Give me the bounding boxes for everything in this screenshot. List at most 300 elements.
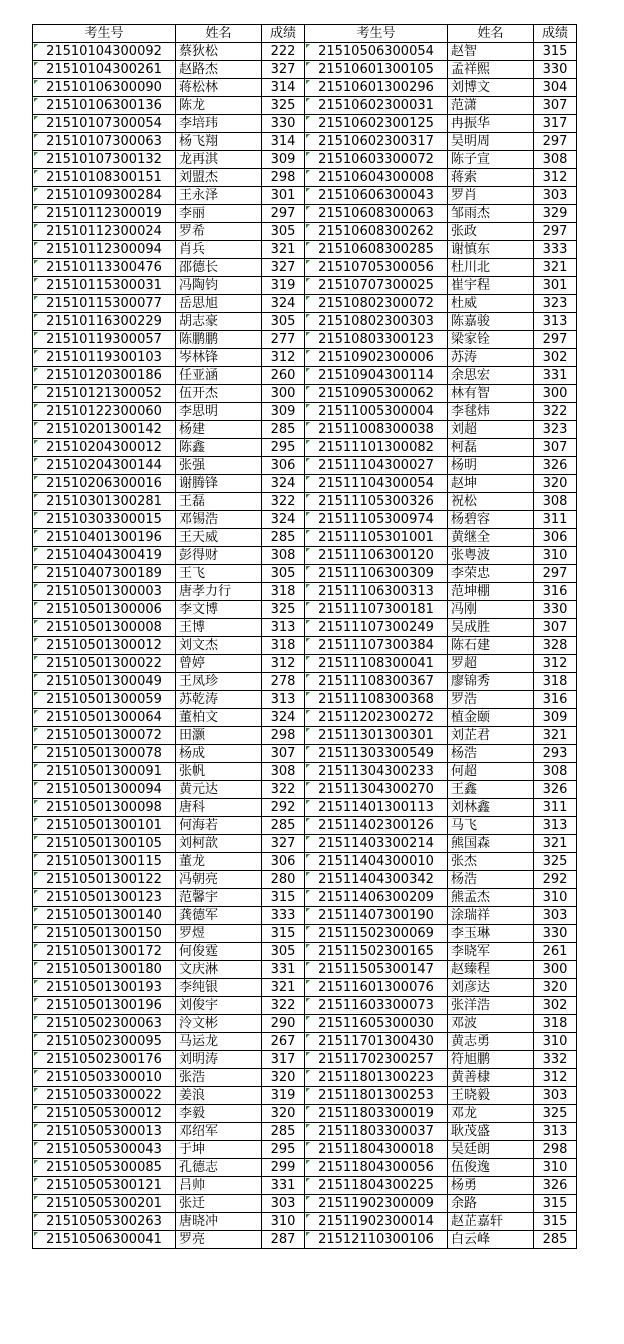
cell-exam-id: 21510608300285 (305, 241, 448, 259)
table-row (33, 817, 577, 835)
cell-name: 蒋索 (448, 169, 534, 187)
table-row (33, 799, 577, 817)
cell-name: 邓绍军 (176, 1123, 262, 1141)
cell-score: 327 (262, 835, 305, 853)
cell-name: 植金颐 (448, 709, 534, 727)
cell-exam-id: 21510104300261 (33, 61, 176, 79)
cell-score: 331 (262, 1177, 305, 1195)
cell-name: 伍开杰 (176, 385, 262, 403)
table-row (33, 889, 577, 907)
cell-name: 泠文彬 (176, 1015, 262, 1033)
cell-name: 吴明周 (448, 133, 534, 151)
cell-exam-id: 21511008300038 (305, 421, 448, 439)
cell-exam-id: 21511303300549 (305, 745, 448, 763)
table-row (33, 331, 577, 349)
cell-name: 熊孟杰 (448, 889, 534, 907)
cell-exam-id: 21510106300136 (33, 97, 176, 115)
cell-exam-id: 21510501300172 (33, 943, 176, 961)
table-row (33, 493, 577, 511)
cell-score: 322 (262, 493, 305, 511)
table-row (33, 1231, 577, 1249)
cell-exam-id: 21510606300043 (305, 187, 448, 205)
cell-score: 280 (262, 871, 305, 889)
table-row (33, 349, 577, 367)
cell-exam-id: 21511603300073 (305, 997, 448, 1015)
table-row (33, 745, 577, 763)
table-row (33, 961, 577, 979)
cell-exam-id: 21510206300016 (33, 475, 176, 493)
cell-score: 303 (262, 1195, 305, 1213)
table-row (33, 1159, 577, 1177)
cell-name: 刘明涛 (176, 1051, 262, 1069)
cell-name: 谢腾锋 (176, 475, 262, 493)
cell-name: 唐晓冲 (176, 1213, 262, 1231)
cell-name: 刘芷君 (448, 727, 534, 745)
table-row (33, 637, 577, 655)
cell-name: 邵德长 (176, 259, 262, 277)
cell-exam-id: 21510119300057 (33, 331, 176, 349)
cell-exam-id: 21510603300072 (305, 151, 448, 169)
cell-score: 332 (534, 1051, 577, 1069)
cell-exam-id: 21510503300010 (33, 1069, 176, 1087)
cell-exam-id: 21511101300082 (305, 439, 448, 457)
cell-name: 陈子宣 (448, 151, 534, 169)
cell-exam-id: 21511301300301 (305, 727, 448, 745)
cell-exam-id: 21511105300974 (305, 511, 448, 529)
table-row (33, 475, 577, 493)
cell-score: 287 (262, 1231, 305, 1249)
cell-score: 320 (534, 979, 577, 997)
table-row (33, 1033, 577, 1051)
cell-name: 马运龙 (176, 1033, 262, 1051)
cell-name: 董柏文 (176, 709, 262, 727)
cell-score: 311 (534, 799, 577, 817)
cell-score: 330 (534, 61, 577, 79)
cell-exam-id: 21511403300214 (305, 835, 448, 853)
cell-exam-id: 21510505300263 (33, 1213, 176, 1231)
cell-name: 涂瑞祥 (448, 907, 534, 925)
cell-name: 杨碧容 (448, 511, 534, 529)
cell-score: 308 (534, 151, 577, 169)
cell-exam-id: 21510602300317 (305, 133, 448, 151)
cell-exam-id: 21510501300091 (33, 763, 176, 781)
cell-exam-id: 21510115300077 (33, 295, 176, 313)
cell-exam-id: 21511005300004 (305, 403, 448, 421)
cell-score: 315 (534, 1195, 577, 1213)
cell-name: 林有智 (448, 385, 534, 403)
table-body (33, 43, 577, 1249)
cell-exam-id: 21510501300022 (33, 655, 176, 673)
cell-exam-id: 21510501300150 (33, 925, 176, 943)
cell-exam-id: 21511406300209 (305, 889, 448, 907)
cell-name: 赵芷嘉轩 (448, 1213, 534, 1231)
cell-score: 330 (262, 115, 305, 133)
cell-score: 321 (262, 979, 305, 997)
cell-score: 318 (262, 583, 305, 601)
cell-name: 王博 (176, 619, 262, 637)
cell-score: 293 (534, 745, 577, 763)
cell-name: 龚德军 (176, 907, 262, 925)
cell-exam-id: 21510501300193 (33, 979, 176, 997)
cell-score: 333 (534, 241, 577, 259)
cell-exam-id: 21510705300056 (305, 259, 448, 277)
table-row (33, 727, 577, 745)
cell-exam-id: 21510501300059 (33, 691, 176, 709)
cell-name: 李毅 (176, 1105, 262, 1123)
cell-score: 313 (262, 619, 305, 637)
cell-name: 王鑫 (448, 781, 534, 799)
cell-exam-id: 21510802300072 (305, 295, 448, 313)
cell-score: 298 (534, 1141, 577, 1159)
cell-name: 张粤波 (448, 547, 534, 565)
cell-exam-id: 21510501300140 (33, 907, 176, 925)
cell-score: 321 (534, 835, 577, 853)
cell-score: 307 (534, 439, 577, 457)
cell-score: 307 (534, 619, 577, 637)
cell-name: 罗超 (448, 655, 534, 673)
cell-exam-id: 21511105301001 (305, 529, 448, 547)
cell-score: 311 (534, 511, 577, 529)
cell-exam-id: 21510116300229 (33, 313, 176, 331)
cell-score: 321 (534, 727, 577, 745)
cell-score: 327 (262, 61, 305, 79)
cell-exam-id: 21511108300041 (305, 655, 448, 673)
cell-exam-id: 21510113300476 (33, 259, 176, 277)
table-row (33, 691, 577, 709)
table-row (33, 241, 577, 259)
cell-exam-id: 21510404300419 (33, 547, 176, 565)
table-row (33, 151, 577, 169)
cell-name: 黄继全 (448, 529, 534, 547)
cell-score: 330 (534, 601, 577, 619)
cell-score: 301 (262, 187, 305, 205)
cell-name: 王飞 (176, 565, 262, 583)
cell-exam-id: 21510505300012 (33, 1105, 176, 1123)
cell-score: 318 (534, 1015, 577, 1033)
cell-exam-id: 21510707300025 (305, 277, 448, 295)
cell-exam-id: 21510204300144 (33, 457, 176, 475)
cell-name: 范馨宇 (176, 889, 262, 907)
cell-score: 285 (262, 817, 305, 835)
cell-name: 杜威 (448, 295, 534, 313)
cell-score: 306 (534, 529, 577, 547)
cell-exam-id: 21510107300063 (33, 133, 176, 151)
cell-exam-id: 21510503300022 (33, 1087, 176, 1105)
cell-score: 297 (534, 133, 577, 151)
cell-exam-id: 21510501300094 (33, 781, 176, 799)
header-score-left: 成绩 (262, 25, 305, 43)
cell-exam-id: 21510501300180 (33, 961, 176, 979)
cell-exam-id: 21511902300009 (305, 1195, 448, 1213)
cell-score: 309 (262, 403, 305, 421)
table-row (33, 781, 577, 799)
cell-name: 祝松 (448, 493, 534, 511)
cell-name: 黄志勇 (448, 1033, 534, 1051)
table-row (33, 1177, 577, 1195)
cell-name: 冯陶钧 (176, 277, 262, 295)
cell-exam-id: 21511407300190 (305, 907, 448, 925)
cell-exam-id: 21510802300303 (305, 313, 448, 331)
cell-score: 305 (262, 313, 305, 331)
table-row (33, 1087, 577, 1105)
cell-exam-id: 21511104300027 (305, 457, 448, 475)
cell-score: 278 (262, 673, 305, 691)
cell-exam-id: 21510502300176 (33, 1051, 176, 1069)
cell-name: 唐科 (176, 799, 262, 817)
table-row (33, 385, 577, 403)
cell-exam-id: 21511106300309 (305, 565, 448, 583)
cell-exam-id: 21510501300078 (33, 745, 176, 763)
table-row (33, 187, 577, 205)
cell-name: 张迁 (176, 1195, 262, 1213)
cell-exam-id: 21510407300189 (33, 565, 176, 583)
cell-score: 325 (262, 97, 305, 115)
cell-exam-id: 21510601300296 (305, 79, 448, 97)
cell-score: 298 (262, 169, 305, 187)
cell-exam-id: 21510301300281 (33, 493, 176, 511)
cell-exam-id: 21511803300019 (305, 1105, 448, 1123)
cell-score: 315 (534, 43, 577, 61)
cell-exam-id: 21510803300123 (305, 331, 448, 349)
cell-score: 308 (534, 763, 577, 781)
cell-name: 何超 (448, 763, 534, 781)
cell-name: 肖兵 (176, 241, 262, 259)
table-row (33, 673, 577, 691)
table-row (33, 1069, 577, 1087)
cell-score: 310 (534, 1033, 577, 1051)
cell-name: 李玉琳 (448, 925, 534, 943)
cell-name: 李荣忠 (448, 565, 534, 583)
cell-name: 蔡狄松 (176, 43, 262, 61)
cell-score: 312 (262, 655, 305, 673)
cell-exam-id: 21511605300030 (305, 1015, 448, 1033)
cell-name: 王磊 (176, 493, 262, 511)
table-row (33, 1015, 577, 1033)
table-row (33, 529, 577, 547)
cell-name: 龙再淇 (176, 151, 262, 169)
cell-exam-id: 21510501300105 (33, 835, 176, 853)
cell-exam-id: 21510505300013 (33, 1123, 176, 1141)
cell-name: 白云峰 (448, 1231, 534, 1249)
cell-name: 陈鹏鹏 (176, 331, 262, 349)
cell-score: 310 (262, 1213, 305, 1231)
header-row (33, 25, 577, 43)
cell-score: 298 (262, 727, 305, 745)
cell-score: 322 (262, 781, 305, 799)
cell-score: 313 (534, 817, 577, 835)
cell-name: 黄元达 (176, 781, 262, 799)
cell-score: 316 (534, 583, 577, 601)
table-row (33, 763, 577, 781)
cell-name: 廖锦秀 (448, 673, 534, 691)
cell-score: 301 (534, 277, 577, 295)
cell-exam-id: 21510104300092 (33, 43, 176, 61)
cell-name: 吕帅 (176, 1177, 262, 1195)
cell-name: 杨成 (176, 745, 262, 763)
cell-score: 222 (262, 43, 305, 61)
cell-score: 302 (534, 349, 577, 367)
table-row (33, 1195, 577, 1213)
cell-name: 杨建 (176, 421, 262, 439)
cell-name: 刘博文 (448, 79, 534, 97)
cell-exam-id: 21511902300014 (305, 1213, 448, 1231)
cell-name: 王永泽 (176, 187, 262, 205)
table-row (33, 457, 577, 475)
cell-name: 吴廷朗 (448, 1141, 534, 1159)
cell-exam-id: 21511108300368 (305, 691, 448, 709)
cell-exam-id: 21510505300201 (33, 1195, 176, 1213)
cell-score: 331 (262, 961, 305, 979)
cell-name: 曾婷 (176, 655, 262, 673)
cell-exam-id: 21510115300031 (33, 277, 176, 295)
cell-exam-id: 21511105300326 (305, 493, 448, 511)
cell-exam-id: 21511404300010 (305, 853, 448, 871)
cell-score: 324 (262, 511, 305, 529)
cell-score: 319 (262, 277, 305, 295)
cell-name: 蒋松林 (176, 79, 262, 97)
cell-name: 崔宇程 (448, 277, 534, 295)
table-row (33, 313, 577, 331)
cell-name: 杨浩 (448, 745, 534, 763)
cell-score: 285 (262, 529, 305, 547)
cell-score: 300 (534, 385, 577, 403)
table-row (33, 277, 577, 295)
cell-name: 刘彦达 (448, 979, 534, 997)
cell-name: 张帆 (176, 763, 262, 781)
table-row (33, 133, 577, 151)
cell-name: 张杰 (448, 853, 534, 871)
cell-score: 292 (262, 799, 305, 817)
table-row (33, 871, 577, 889)
cell-name: 赵臻程 (448, 961, 534, 979)
cell-name: 陈龙 (176, 97, 262, 115)
cell-name: 陈嘉骏 (448, 313, 534, 331)
cell-name: 伍俊逸 (448, 1159, 534, 1177)
cell-name: 柯磊 (448, 439, 534, 457)
cell-score: 326 (534, 781, 577, 799)
table-row (33, 835, 577, 853)
cell-score: 313 (262, 691, 305, 709)
table-row (33, 619, 577, 637)
cell-exam-id: 21510204300012 (33, 439, 176, 457)
table-row (33, 1051, 577, 1069)
cell-name: 胡志豪 (176, 313, 262, 331)
cell-name: 赵路杰 (176, 61, 262, 79)
cell-exam-id: 21510601300105 (305, 61, 448, 79)
cell-name: 张浩 (176, 1069, 262, 1087)
cell-name: 何海若 (176, 817, 262, 835)
cell-exam-id: 21510604300008 (305, 169, 448, 187)
cell-exam-id: 21510501300122 (33, 871, 176, 889)
cell-name: 孟祥熙 (448, 61, 534, 79)
cell-name: 孔德志 (176, 1159, 262, 1177)
cell-exam-id: 21511304300270 (305, 781, 448, 799)
cell-exam-id: 21510502300063 (33, 1015, 176, 1033)
cell-exam-id: 21511107300384 (305, 637, 448, 655)
cell-name: 冯朝亮 (176, 871, 262, 889)
score-table (32, 24, 577, 1249)
cell-name: 邓龙 (448, 1105, 534, 1123)
cell-exam-id: 21510501300006 (33, 601, 176, 619)
cell-exam-id: 21511404300342 (305, 871, 448, 889)
cell-score: 312 (534, 169, 577, 187)
cell-score: 261 (534, 943, 577, 961)
cell-exam-id: 21510122300060 (33, 403, 176, 421)
cell-name: 张洋浩 (448, 997, 534, 1015)
table-row (33, 979, 577, 997)
cell-exam-id: 21510501300101 (33, 817, 176, 835)
cell-score: 315 (262, 889, 305, 907)
cell-score: 305 (262, 223, 305, 241)
cell-score: 285 (534, 1231, 577, 1249)
cell-name: 范潇 (448, 97, 534, 115)
cell-exam-id: 21511107300181 (305, 601, 448, 619)
cell-score: 307 (534, 97, 577, 115)
cell-exam-id: 21510501300012 (33, 637, 176, 655)
table-row (33, 511, 577, 529)
cell-exam-id: 21510501300115 (33, 853, 176, 871)
table-row (33, 1213, 577, 1231)
cell-exam-id: 21511502300165 (305, 943, 448, 961)
cell-score: 314 (262, 79, 305, 97)
cell-score: 308 (262, 547, 305, 565)
table-row (33, 223, 577, 241)
cell-name: 罗亮 (176, 1231, 262, 1249)
cell-name: 李晓军 (448, 943, 534, 961)
cell-exam-id: 21510902300006 (305, 349, 448, 367)
cell-score: 300 (262, 385, 305, 403)
cell-exam-id: 21511804300056 (305, 1159, 448, 1177)
cell-score: 305 (262, 943, 305, 961)
cell-score: 327 (262, 259, 305, 277)
header-name-right: 姓名 (448, 25, 534, 43)
cell-score: 299 (262, 1159, 305, 1177)
table-row (33, 655, 577, 673)
table-row (33, 997, 577, 1015)
cell-score: 307 (262, 745, 305, 763)
cell-name: 陈石建 (448, 637, 534, 655)
cell-score: 323 (534, 295, 577, 313)
cell-name: 罗希 (176, 223, 262, 241)
cell-name: 李丽 (176, 205, 262, 223)
table-row (33, 205, 577, 223)
cell-exam-id: 21511108300367 (305, 673, 448, 691)
cell-exam-id: 21510119300103 (33, 349, 176, 367)
cell-exam-id: 21511106300120 (305, 547, 448, 565)
cell-name: 冯刚 (448, 601, 534, 619)
cell-name: 刘超 (448, 421, 534, 439)
cell-name: 邓波 (448, 1015, 534, 1033)
cell-exam-id: 21510505300085 (33, 1159, 176, 1177)
cell-exam-id: 21510303300015 (33, 511, 176, 529)
cell-score: 317 (534, 115, 577, 133)
table-row (33, 79, 577, 97)
cell-score: 321 (534, 259, 577, 277)
cell-exam-id: 21510107300132 (33, 151, 176, 169)
cell-name: 李培玮 (176, 115, 262, 133)
cell-name: 陈鑫 (176, 439, 262, 457)
header-score-right: 成绩 (534, 25, 577, 43)
cell-exam-id: 21510501300196 (33, 997, 176, 1015)
cell-name: 赵智 (448, 43, 534, 61)
cell-score: 305 (262, 565, 305, 583)
cell-score: 304 (534, 79, 577, 97)
cell-name: 黄善棣 (448, 1069, 534, 1087)
cell-exam-id: 21510112300019 (33, 205, 176, 223)
cell-name: 田灏 (176, 727, 262, 745)
cell-score: 322 (262, 997, 305, 1015)
cell-exam-id: 21510201300142 (33, 421, 176, 439)
